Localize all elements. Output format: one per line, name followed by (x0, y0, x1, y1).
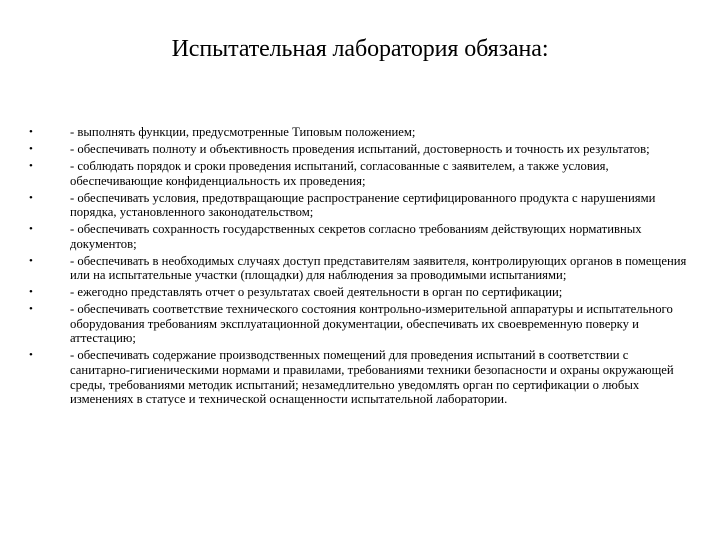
list-item (29, 159, 689, 188)
bullet-icon: • (29, 191, 33, 204)
list-item-text: - выполнять функции, предусмотренные Типовым положением; (70, 125, 416, 139)
list-item (29, 125, 689, 140)
list-item (29, 222, 689, 251)
list-item-text: - обеспечивать полноту и объективность проведения испытаний, достоверность и точность их результатов; (70, 141, 650, 156)
list-item-text: - обеспечивать соответствие технического состояния контрольно-измерительной аппаратуры и испытательного оборудования требованиям эксплуатационной документации, обеспечивать их своевременную поверку и аттестацию; (70, 302, 673, 346)
bullet-icon: • (29, 223, 33, 236)
list-item-text: - обеспечивать в необходимых случаях доступ представителям заявителя, контролирующих органов в помещения или на испытательные участки (площадки) для наблюдения за проводимыми испытаниями; (70, 253, 687, 283)
bullet-icon: • (29, 303, 33, 316)
page-title: Испытательная лаборатория обязана: (171, 36, 549, 62)
list-item-text: - обеспечивать условия, предотвращающие распространение сертифицированного продукта с нарушениями порядка, установленного законодательством; (70, 190, 656, 220)
bullet-icon: • (29, 254, 33, 267)
list-item (29, 285, 689, 300)
bullet-icon: • (29, 126, 33, 138)
duties-list (29, 125, 689, 409)
list-item (29, 142, 689, 157)
bullet-icon: • (29, 349, 33, 362)
list-item (29, 302, 689, 346)
bullet-icon: • (29, 142, 33, 155)
list-item-text: - обеспечивать сохранность государственных секретов согласно требованиям действующих нормативных документов; (70, 222, 642, 251)
list-item (29, 191, 689, 220)
list-item-text: - обеспечивать содержание производственных помещений для проведения испытаний в соответствии с санитарно-гигиеническими нормами и правилами, требованиями техники безопасности и охраны окружающей среды, требованиями методик испытаний; незамедлительно уведомлять орган по сертификации о любых изменениях в статусе и технической оснащенности испытательной лаборатории. (70, 348, 674, 407)
bullet-icon: • (29, 159, 33, 172)
list-item-text: - соблюдать порядок и сроки проведения испытаний, согласованные с заявителем, а также условия, обеспечивающие конфиденциальность их проведения; (70, 158, 609, 188)
list-item (29, 254, 689, 283)
list-item (29, 348, 689, 406)
list-item-text: - ежегодно представлять отчет о результатах своей деятельности в орган по сертификации; (70, 285, 563, 300)
bullet-icon: • (29, 286, 33, 299)
